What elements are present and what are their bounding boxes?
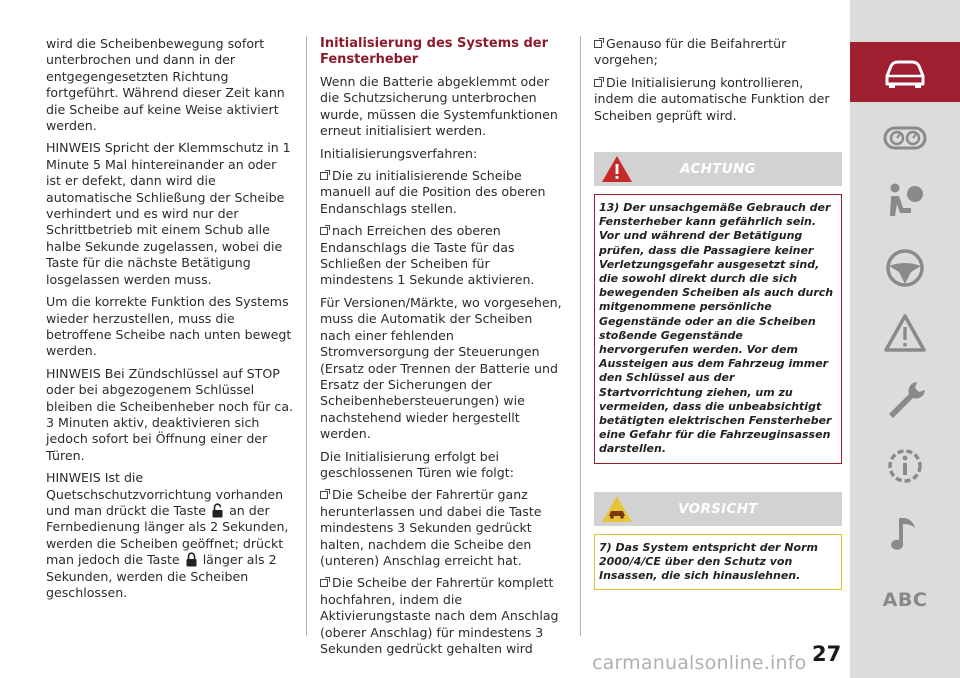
bullet-item: Die zu initialisierende Scheibe manuell auf die Position des oberen Endanschlags stellen. [320,168,546,216]
dashboard-gauges-icon [881,116,929,160]
bullet-item: Die Scheibe der Fahrertür komplett hochfahren, indem die Aktivierungstaste nach dem Anschlag (oberer Anschlag) für mindestens 3 Sekunden gedrückt gehalten wird [320,575,559,656]
paragraph: HINWEIS Spricht der Klemmschutz in 1 Minute 5 Mal hintereinander an oder ist er defekt, dann wird die automatische Schließung der Scheibe verhindert und es wird nur der Schrittbetrieb mit einem Schub alle halbe Sekunde zugelassen, wobei die Taste für die nächste Betätigung losgelassen werden muss. [46,140,291,287]
text-column-3 [594,36,842,590]
paragraph: HINWEIS Bei Zündschlüssel auf STOP oder bei abgezogenem Schlüssel bleiben die Scheibenheber noch für ca. 3 Minuten aktiv, deaktivieren sich jedoch sofort bei Öffnung einer der Türen. [46,365,294,463]
paragraph: wird die Scheibenbewegung sofort unterbrochen und dann in der entgegengesetzten Richtung fortgeführt. Während dieser Zeit kann die Scheibe auf keine Weise aktiviert werden. [46,36,285,134]
paragraph-with-icons: HINWEIS Ist die Quetschschutzvorrichtung vorhanden und man drückt die Taste an der Fernbedienung länger als 2 Sekunden, werden die Scheiben geöffnet; drückt man jedoch die Taste länger als 2 Sekunden, werden die Scheiben geschlossen. [46,470,289,600]
bullet-item: nach Erreichen des oberen Endanschlags die Taste für das Schließen der Scheiben für mindestens 1 Sekunde aktivieren. [320,223,535,288]
paragraph: Um die korrekte Funktion des Systems wieder herzustellen, muss die betroffene Scheibe nach unten bewegt werden. [46,294,292,359]
bullet-icon [320,491,328,499]
bullet-icon [594,40,602,48]
steering-wheel-icon [881,246,929,290]
bullet-icon [320,579,328,587]
chapter-driving[interactable] [850,238,960,298]
bullet-item: Genauso für die Beifahrertür vorgehen; [594,36,787,68]
bullet-icon [594,79,602,87]
chapter-technical-data[interactable] [850,436,960,496]
chapter-sidebar [850,0,960,678]
text-column-1 [46,36,294,607]
bullet-item: Die Scheibe der Fahrertür ganz herunterlassen und dabei die Taste mindestens 3 Sekunden gedrückt halten, nachdem die Scheibe den (unteren) Anschlag erreicht hat. [320,487,542,568]
paragraph: Wenn die Batterie abgeklemmt oder die Schutzsicherung unterbrochen wurde, müssen die Systemfunktionen erneut initialisiert werden. [320,74,558,139]
chapter-maintenance[interactable] [850,370,960,430]
car-icon [881,50,929,94]
caution-header [594,492,842,526]
caution-text: 7) Das System entspricht der Norm 2000/4/CE über den Schutz von Insassen, die sich hinauslehnen. [594,534,842,591]
warning-label: ACHTUNG [680,161,756,178]
column-divider [580,36,581,636]
bullet-item: Die Initialisierung kontrollieren, indem die automatische Funktion der Scheiben geprüft wird. [594,74,830,123]
chapter-safety[interactable] [850,172,960,232]
chapter-dashboard[interactable] [850,108,960,168]
bullet-icon [320,227,328,235]
lock-open-icon [212,503,223,518]
warning-triangle-icon [881,312,929,356]
text-column-2 [320,36,566,663]
page-number: 27 [812,642,842,666]
paragraph: Die Initialisierung erfolgt bei geschlossenen Türen wie folgt: [320,448,514,480]
index-abc-label: ABC [882,589,928,611]
column-divider [306,36,307,636]
section-title: Initialisierung des Systems der Fensterheber [320,36,549,67]
service-gear-icon [881,444,929,488]
chapter-index[interactable] [850,570,960,630]
paragraph: Initialisierungsverfahren: [320,145,478,161]
watermark: carmanualsonline.info [592,652,807,674]
chapter-multimedia[interactable] [850,506,960,566]
lock-closed-icon [186,552,197,567]
paragraph: Für Versionen/Märkte, wo vorgesehen, muss die Automatik der Scheiben nach einer fehlenden Stromversorgung der Steuerungen (Ersatz oder Trennen der Batterie und Ersatz der Sicherungen der Scheibenhebersteuerungen) wie nachstehend wieder hergestellt werden. [320,294,562,442]
chapter-car[interactable] [850,42,960,102]
music-note-icon [881,514,929,558]
bullet-icon [320,172,328,180]
warning-header [594,152,842,186]
wrench-icon [881,378,929,422]
warning-text: 13) Der unsachgemäße Gebrauch der Fensterheber kann gefährlich sein. Vor und während der Betätigung prüfen, dass die Passagiere keiner Verletzungsgefahr ausgesetzt sind, die sowohl direkt durch die sich bewegenden Scheiben als auch durch mitgenommene persönliche Gegenstände oder an die Scheiben stoßende Gegenstände hervorgerufen werden. Vor dem Aussteigen aus dem Fahrzeug immer den Schlüssel aus der Startvorrichtung ziehen, um zu vermeiden, dass die unbeabsichtigt betätigten elektrischen Fensterheber eine Gefahr für die Fahrzeuginsassen darstellen. [594,194,842,464]
chapter-emergency[interactable] [850,304,960,364]
airbag-person-icon [881,180,929,224]
caution-label: VORSICHT [678,500,758,517]
